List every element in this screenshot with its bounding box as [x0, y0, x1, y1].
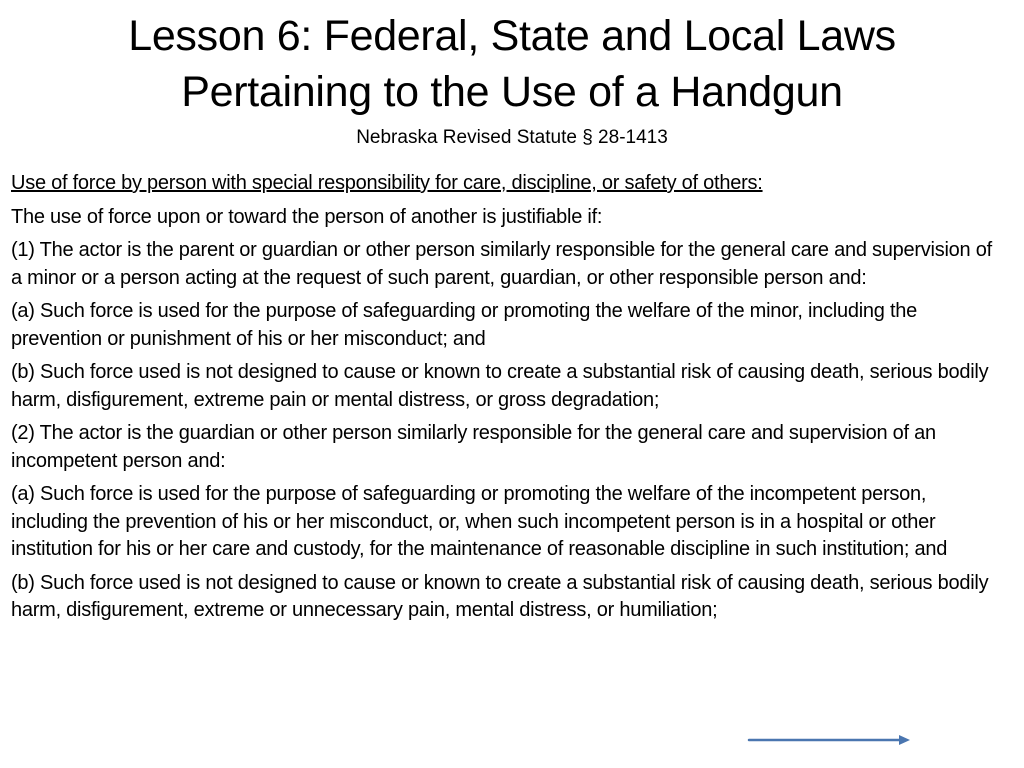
title-line-1: Lesson 6: Federal, State and Local Laws — [128, 12, 896, 60]
slide-body — [11, 170, 1001, 631]
title-block — [0, 8, 1024, 150]
section-heading: Use of force by person with special responsibility for care, discipline, or safety of others: — [11, 172, 763, 194]
body-paragraph: (b) Such force used is not designed to cause or known to create a substantial risk of causing death, serious bodily harm, disfigurement, extreme pain or mental distress, or gross degradation; — [11, 361, 989, 411]
body-paragraph: (a) Such force is used for the purpose of safeguarding or promoting the welfare of the incompetent person, including the prevention of his or her misconduct, or, when such incompetent person is in a hospital or other institution for his or her care and custody, for the maintenance of reasonable discipline in such institution; and — [11, 483, 948, 560]
body-paragraph: (1) The actor is the parent or guardian or other person similarly responsible for the general care and supervision of a minor or a person acting at the request of such parent, guardian, or other responsible person and: — [11, 239, 992, 289]
arrow-head — [899, 735, 910, 745]
body-paragraph: The use of force upon or toward the person of another is justifiable if: — [11, 205, 603, 228]
slide-title — [0, 8, 1024, 120]
right-arrow-icon[interactable] — [747, 732, 913, 748]
body-paragraph: (2) The actor is the guardian or other person similarly responsible for the general care and supervision of an incompetent person and: — [11, 422, 936, 472]
body-paragraph: (a) Such force is used for the purpose of safeguarding or promoting the welfare of the minor, including the prevention or punishment of his or her misconduct; and — [11, 300, 918, 350]
body-paragraph: (b) Such force used is not designed to cause or known to create a substantial risk of causing death, serious bodily harm, disfigurement, extreme or unnecessary pain, mental distress, or humiliation; — [11, 571, 989, 621]
slide-subtitle: Nebraska Revised Statute § 28-1413 — [356, 127, 668, 148]
title-line-2: Pertaining to the Use of a Handgun — [181, 68, 843, 116]
